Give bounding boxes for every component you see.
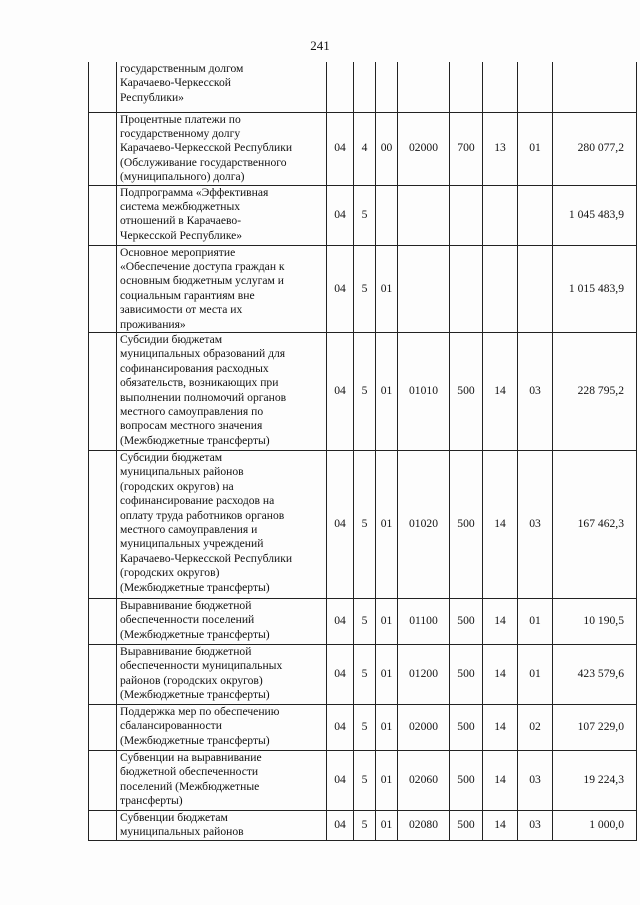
page-number: 241 (310, 38, 330, 53)
subchapter-code-cell: 01 (518, 598, 553, 644)
table-row (89, 185, 637, 245)
subchapter-code-cell: 02 (518, 704, 553, 750)
subsection-code-cell: 4 (354, 112, 376, 185)
chapter-code-cell: 14 (483, 644, 518, 704)
amount-cell: 228 795,2 (553, 332, 637, 450)
table-row (89, 245, 637, 332)
expense-type-cell: 500 (450, 644, 483, 704)
amount-cell: 19 224,3 (553, 750, 637, 810)
table-row (89, 644, 637, 704)
program-code-cell: 01 (376, 810, 398, 840)
section-code-cell: 04 (327, 332, 354, 450)
section-code-cell: 04 (327, 704, 354, 750)
subsection-code-cell: 5 (354, 450, 376, 598)
expense-type-cell (450, 245, 483, 332)
expense-type-cell: 700 (450, 112, 483, 185)
subchapter-code-cell: 03 (518, 810, 553, 840)
amount-cell: 1 015 483,9 (553, 245, 637, 332)
expense-type-cell (450, 62, 483, 112)
budget-table (88, 62, 637, 841)
subsection-code-cell: 5 (354, 245, 376, 332)
program-code-cell: 01 (376, 644, 398, 704)
expense-type-cell (450, 185, 483, 245)
row-index-cell (89, 185, 117, 245)
section-code-cell: 04 (327, 644, 354, 704)
expense-name-cell: Выравнивание бюджетной обеспеченности поселений (Межбюджетные трансферты) (117, 598, 327, 644)
program-code-cell: 01 (376, 750, 398, 810)
article-code-cell (398, 62, 450, 112)
expense-name-cell: Субсидии бюджетам муниципальных образований для софинансирования расходных обязательств, возникающих при выполнении полномочий органов местного самоуправления по вопросам местного значения (Межбюджетные трансферты) (117, 332, 327, 450)
amount-cell: 167 462,3 (553, 450, 637, 598)
row-index-cell (89, 62, 117, 112)
chapter-code-cell (483, 245, 518, 332)
table-row (89, 450, 637, 598)
section-code-cell: 04 (327, 245, 354, 332)
subchapter-code-cell: 03 (518, 332, 553, 450)
program-code-cell: 01 (376, 598, 398, 644)
table-row (89, 332, 637, 450)
expense-type-cell: 500 (450, 332, 483, 450)
subsection-code-cell: 5 (354, 185, 376, 245)
table-row (89, 704, 637, 750)
chapter-code-cell: 14 (483, 810, 518, 840)
section-code-cell: 04 (327, 810, 354, 840)
subsection-code-cell: 5 (354, 750, 376, 810)
chapter-code-cell (483, 62, 518, 112)
program-code-cell (376, 185, 398, 245)
expense-name-cell: государственным долгом Карачаево-Черкесской Республики» (117, 62, 327, 112)
subchapter-code-cell (518, 62, 553, 112)
subsection-code-cell: 5 (354, 644, 376, 704)
expense-name-cell: Субвенции бюджетам муниципальных районов (117, 810, 327, 840)
chapter-code-cell: 14 (483, 332, 518, 450)
row-index-cell (89, 598, 117, 644)
article-code-cell: 02000 (398, 112, 450, 185)
article-code-cell (398, 245, 450, 332)
budget-table-body (89, 62, 637, 840)
chapter-code-cell: 14 (483, 750, 518, 810)
expense-type-cell: 500 (450, 750, 483, 810)
article-code-cell: 01010 (398, 332, 450, 450)
amount-cell: 280 077,2 (553, 112, 637, 185)
expense-name-cell: Субвенции на выравнивание бюджетной обеспеченности поселений (Межбюджетные трансферты) (117, 750, 327, 810)
expense-type-cell: 500 (450, 598, 483, 644)
row-index-cell (89, 810, 117, 840)
article-code-cell: 02080 (398, 810, 450, 840)
amount-cell: 423 579,6 (553, 644, 637, 704)
program-code-cell (376, 62, 398, 112)
subsection-code-cell: 5 (354, 704, 376, 750)
chapter-code-cell: 14 (483, 598, 518, 644)
section-code-cell: 04 (327, 598, 354, 644)
expense-name-cell: Подпрограмма «Эффективная система межбюджетных отношений в Карачаево- Черкесской Республике» (117, 185, 327, 245)
program-code-cell: 01 (376, 450, 398, 598)
article-code-cell: 01100 (398, 598, 450, 644)
section-code-cell: 04 (327, 112, 354, 185)
article-code-cell: 02000 (398, 704, 450, 750)
table-row (89, 112, 637, 185)
row-index-cell (89, 450, 117, 598)
subsection-code-cell (354, 62, 376, 112)
row-index-cell (89, 245, 117, 332)
subchapter-code-cell (518, 245, 553, 332)
expense-type-cell: 500 (450, 810, 483, 840)
program-code-cell: 01 (376, 332, 398, 450)
table-row (89, 750, 637, 810)
row-index-cell (89, 750, 117, 810)
row-index-cell (89, 704, 117, 750)
expense-name-cell: Выравнивание бюджетной обеспеченности муниципальных районов (городских округов) (Межбюджетные трансферты) (117, 644, 327, 704)
article-code-cell: 01200 (398, 644, 450, 704)
amount-cell: 10 190,5 (553, 598, 637, 644)
subchapter-code-cell: 03 (518, 750, 553, 810)
program-code-cell: 00 (376, 112, 398, 185)
chapter-code-cell: 14 (483, 450, 518, 598)
subchapter-code-cell (518, 185, 553, 245)
program-code-cell: 01 (376, 704, 398, 750)
amount-cell: 107 229,0 (553, 704, 637, 750)
subsection-code-cell: 5 (354, 810, 376, 840)
subsection-code-cell: 5 (354, 332, 376, 450)
chapter-code-cell: 13 (483, 112, 518, 185)
article-code-cell: 01020 (398, 450, 450, 598)
row-index-cell (89, 112, 117, 185)
expense-name-cell: Поддержка мер по обеспечению сбалансированности (Межбюджетные трансферты) (117, 704, 327, 750)
table-row (89, 598, 637, 644)
expense-name-cell: Процентные платежи по государственному долгу Карачаево-Черкесской Республики (Обслуживание государственного (муниципального) долга) (117, 112, 327, 185)
amount-cell: 1 000,0 (553, 810, 637, 840)
row-index-cell (89, 332, 117, 450)
row-index-cell (89, 644, 117, 704)
expense-type-cell: 500 (450, 450, 483, 598)
section-code-cell (327, 62, 354, 112)
subchapter-code-cell: 01 (518, 112, 553, 185)
amount-cell (553, 62, 637, 112)
chapter-code-cell (483, 185, 518, 245)
program-code-cell: 01 (376, 245, 398, 332)
subsection-code-cell: 5 (354, 598, 376, 644)
expense-type-cell: 500 (450, 704, 483, 750)
expense-name-cell: Основное мероприятие «Обеспечение доступа граждан к основным бюджетным услугам и социальным гарантиям вне зависимости от места их проживания» (117, 245, 327, 332)
article-code-cell: 02060 (398, 750, 450, 810)
chapter-code-cell: 14 (483, 704, 518, 750)
expense-name-cell: Субсидии бюджетам муниципальных районов (городских округов) на софинансирование расходов на оплату труда работников органов местного самоуправления и муниципальных учреждений Карачаево-Черкесской Республики (городских округов) (Межбюджетные трансферты) (117, 450, 327, 598)
subchapter-code-cell: 03 (518, 450, 553, 598)
section-code-cell: 04 (327, 185, 354, 245)
subchapter-code-cell: 01 (518, 644, 553, 704)
article-code-cell (398, 185, 450, 245)
table-row (89, 810, 637, 840)
amount-cell: 1 045 483,9 (553, 185, 637, 245)
section-code-cell: 04 (327, 450, 354, 598)
section-code-cell: 04 (327, 750, 354, 810)
table-row (89, 62, 637, 112)
